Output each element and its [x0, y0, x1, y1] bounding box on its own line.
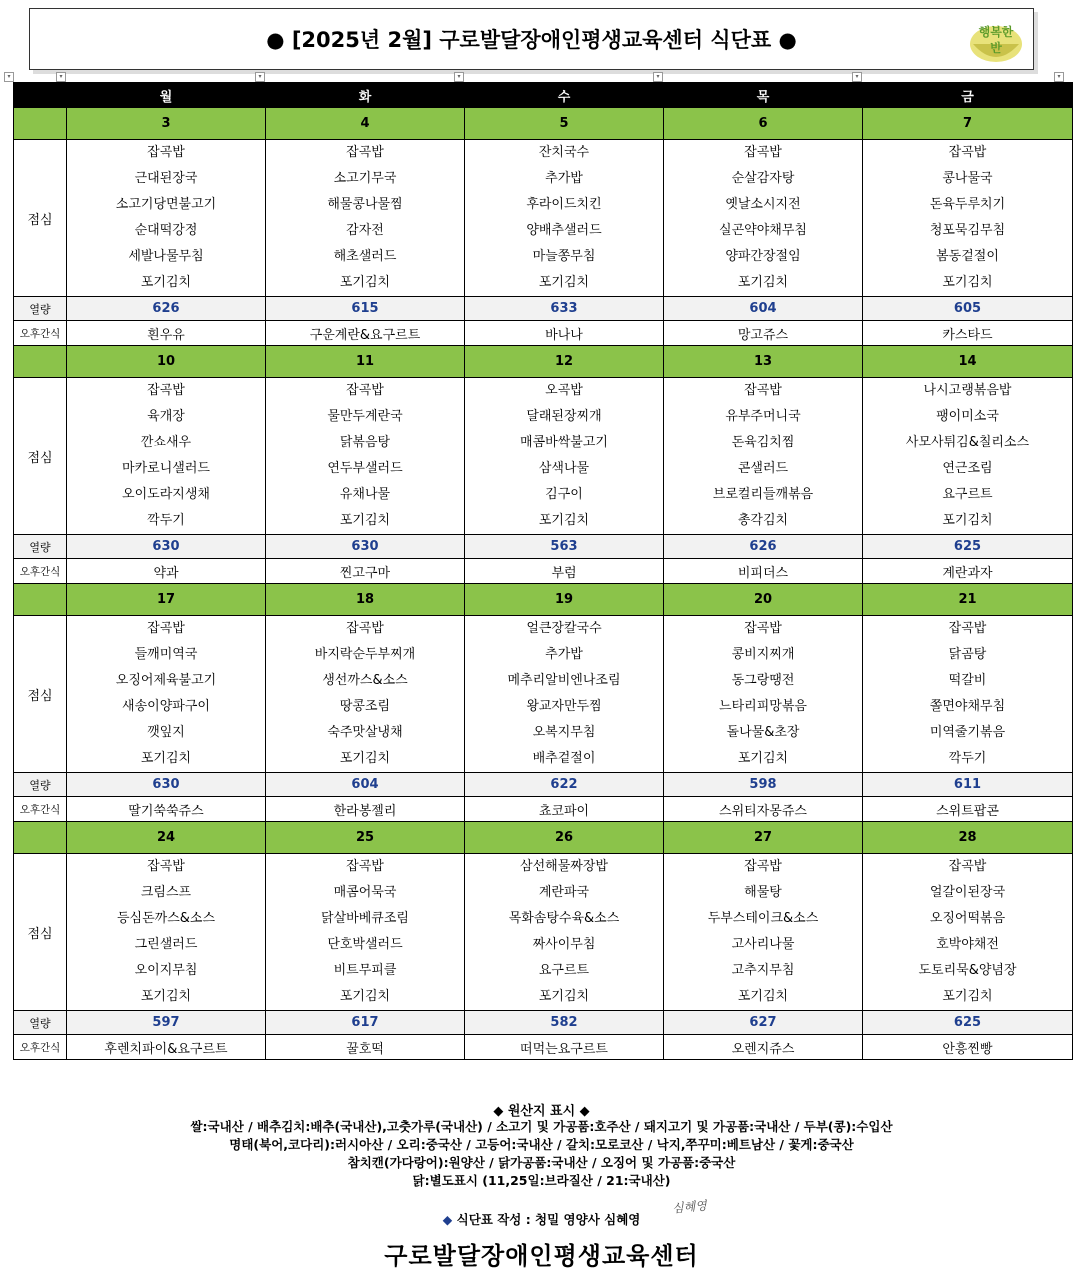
menu-item: 실곤약야채무침	[719, 223, 807, 238]
snack-cell: 오렌지쥬스	[664, 1035, 863, 1060]
date-cell: 6	[664, 108, 863, 140]
calorie-cell: 605	[863, 297, 1073, 321]
snack-row	[14, 321, 1073, 346]
menu-item: 소고기무국	[333, 171, 397, 186]
date-cell: 11	[266, 346, 465, 378]
calorie-cell: 582	[465, 1011, 664, 1035]
menu-item: 포기김치	[339, 513, 391, 528]
date-cell: 24	[67, 822, 266, 854]
date-row	[14, 346, 1073, 378]
menu-item: 새송이양파구이	[122, 699, 210, 714]
menu-item: 포기김치	[339, 989, 391, 1004]
menu-item: 생선까스&소스	[322, 673, 408, 688]
calorie-cell: 630	[266, 535, 465, 559]
menu-item: 달래된장찌개	[526, 409, 602, 424]
menu-item: 유부주머니국	[725, 409, 801, 424]
snack-label: 오후간식	[14, 559, 67, 584]
menu-item: 잡곡밥	[346, 145, 384, 160]
menu-item: 포기김치	[737, 751, 789, 766]
menu-item: 잡곡밥	[948, 621, 987, 636]
menu-item: 잡곡밥	[147, 383, 185, 398]
menu-item: 포기김치	[339, 275, 391, 290]
menu-item: 육개장	[147, 409, 185, 424]
calorie-row	[14, 535, 1073, 559]
lunch-label: 점심	[14, 616, 67, 773]
snack-cell: 쵸코파이	[465, 797, 664, 822]
menu-item: 해초샐러드	[333, 249, 397, 264]
calorie-cell: 633	[465, 297, 664, 321]
snack-cell: 부럼	[465, 559, 664, 584]
menu-item: 닭볶음탕	[339, 435, 391, 450]
menu-item: 추가밥	[545, 171, 583, 186]
lunch-cell	[664, 140, 863, 297]
calorie-cell: 622	[465, 773, 664, 797]
menu-item: 등심돈까스&소스	[116, 911, 216, 926]
corner-cell	[14, 83, 67, 108]
menu-item: 포기김치	[538, 513, 590, 528]
menu-item: 오이지무침	[134, 963, 198, 978]
menu-item: 돌나물&초장	[726, 725, 800, 740]
calorie-cell: 598	[664, 773, 863, 797]
snack-cell: 구운계란&요구르트	[266, 321, 465, 346]
menu-item: 잡곡밥	[744, 145, 782, 160]
menu-item: 떡갈비	[948, 673, 987, 688]
menu-item: 호박야채전	[936, 937, 999, 952]
calorie-cell: 627	[664, 1011, 863, 1035]
menu-item: 그린샐러드	[134, 937, 198, 952]
filter-marker[interactable]: ▾	[454, 72, 464, 82]
menu-item: 잔치국수	[538, 145, 590, 160]
menu-item: 해물콩나물찜	[327, 197, 403, 212]
author-text: 식단표 작성 : 청밀 영양사 심혜영	[456, 1212, 641, 1227]
menu-item: 요구르트	[942, 487, 993, 502]
menu-item: 깍두기	[948, 751, 987, 766]
lunch-cell	[67, 854, 266, 1011]
lunch-cell	[664, 616, 863, 773]
menu-item: 얼큰장칼국수	[526, 621, 602, 636]
lunch-row	[14, 616, 1073, 773]
menu-item: 잡곡밥	[744, 383, 782, 398]
lunch-cell	[67, 378, 266, 535]
snack-cell: 후렌치파이&요구르트	[67, 1035, 266, 1060]
calorie-cell: 597	[67, 1011, 266, 1035]
origin-line: 명태(북어,코다리):러시아산 / 오리:중국산 / 고등어:국내산 / 갈치:모로코산 / 낙지,쭈꾸미:베트남산 / 꽃게:중국산	[229, 1137, 854, 1152]
snack-cell: 약과	[67, 559, 266, 584]
svg-text:행복한: 행복한	[978, 25, 1014, 39]
menu-item: 포기김치	[737, 989, 789, 1004]
origin-lines	[0, 1118, 1083, 1190]
calorie-label: 열량	[14, 1011, 67, 1035]
lunch-cell	[664, 378, 863, 535]
diamond-icon: ◆	[442, 1212, 453, 1227]
menu-item: 포기김치	[737, 275, 789, 290]
lunch-cell	[465, 140, 664, 297]
author-line	[0, 1210, 1083, 1228]
center-name: 구로발달장애인평생교육센터	[384, 1242, 699, 1270]
menu-item: 김구이	[545, 487, 583, 502]
date-cell: 18	[266, 584, 465, 616]
menu-item: 포기김치	[942, 275, 993, 290]
date-cell: 13	[664, 346, 863, 378]
lunch-row	[14, 854, 1073, 1011]
menu-item: 봄동겉절이	[936, 249, 999, 264]
calorie-cell: 625	[863, 535, 1073, 559]
menu-item: 돈육김치찜	[731, 435, 795, 450]
menu-item: 소고기당면불고기	[115, 197, 217, 212]
lunch-cell	[863, 378, 1073, 535]
date-cell: 12	[465, 346, 664, 378]
date-row-label	[14, 584, 67, 616]
calorie-cell: 630	[67, 773, 266, 797]
lunch-cell	[266, 616, 465, 773]
menu-item: 미역줄기볶음	[929, 725, 1006, 740]
menu-item: 연두부샐러드	[327, 461, 403, 476]
origin-line: 쌀:국내산 / 배추김치:배추(국내산),고춧가루(국내산) / 소고기 및 가공품:호주산 / 돼지고기 및 가공품:국내산 / 두부(콩):수입산	[190, 1119, 893, 1134]
filter-marker[interactable]: ▾	[852, 72, 862, 82]
menu-item: 잡곡밥	[346, 383, 384, 398]
snack-row	[14, 559, 1073, 584]
date-row	[14, 584, 1073, 616]
menu-item: 포기김치	[942, 989, 993, 1004]
menu-item: 깻잎지	[147, 725, 185, 740]
menu-item: 요구르트	[538, 963, 590, 978]
menu-item: 배추겉절이	[532, 751, 596, 766]
origin-line: 닭:별도표시 (11,25일:브라질산 / 21:국내산)	[412, 1173, 671, 1188]
snack-cell: 바나나	[465, 321, 664, 346]
lunch-cell	[465, 378, 664, 535]
menu-item: 해물탕	[744, 885, 782, 900]
date-cell: 25	[266, 822, 465, 854]
menu-item: 순대떡강정	[134, 223, 198, 238]
menu-item: 잡곡밥	[147, 145, 185, 160]
menu-item: 잡곡밥	[147, 859, 185, 874]
weekday-header-row	[14, 83, 1073, 108]
calorie-row	[14, 773, 1073, 797]
date-row	[14, 108, 1073, 140]
lunch-cell	[465, 854, 664, 1011]
menu-item: 닭곰탕	[948, 647, 987, 662]
menu-item: 들깨미역국	[134, 647, 198, 662]
menu-item: 콘샐러드	[737, 461, 789, 476]
menu-item: 청포묵김무침	[929, 223, 1006, 238]
menu-item: 포기김치	[942, 513, 993, 528]
menu-item: 잡곡밥	[147, 621, 185, 636]
menu-item: 오곡밥	[545, 383, 583, 398]
menu-item: 비트무피클	[333, 963, 397, 978]
menu-item: 매콤어묵국	[333, 885, 397, 900]
filter-marker[interactable]: ▾	[4, 72, 14, 82]
menu-item: 쫄면야채무침	[929, 699, 1006, 714]
menu-item: 추가밥	[545, 647, 583, 662]
calorie-label: 열량	[14, 535, 67, 559]
date-cell: 21	[863, 584, 1073, 616]
date-cell: 28	[863, 822, 1073, 854]
filter-marker[interactable]: ▾	[56, 72, 66, 82]
lunch-cell	[664, 854, 863, 1011]
snack-cell: 망고쥬스	[664, 321, 863, 346]
menu-item: 물만두계란국	[327, 409, 403, 424]
menu-item: 돈육두루치기	[929, 197, 1006, 212]
lunch-row	[14, 378, 1073, 535]
calorie-row	[14, 297, 1073, 321]
snack-label: 오후간식	[14, 321, 67, 346]
date-cell: 27	[664, 822, 863, 854]
weekday-cell: 목	[664, 83, 863, 108]
calorie-cell: 604	[266, 773, 465, 797]
origin-line: 참치캔(가다랑어):원양산 / 닭가공품:국내산 / 오징어 및 가공품:중국산	[347, 1155, 736, 1170]
weekday-cell: 수	[465, 83, 664, 108]
date-row-label	[14, 346, 67, 378]
calorie-label: 열량	[14, 297, 67, 321]
date-row-label	[14, 108, 67, 140]
lunch-cell	[266, 854, 465, 1011]
calorie-row	[14, 1011, 1073, 1035]
menu-item: 두부스테이크&소스	[707, 911, 819, 926]
page-title: ● [2025년 2월] 구로발달장애인평생교육센터 식단표 ●	[266, 28, 797, 52]
menu-item: 총각김치	[737, 513, 789, 528]
menu-item: 콩비지찌개	[731, 647, 795, 662]
snack-cell: 꿀호떡	[266, 1035, 465, 1060]
calorie-cell: 626	[664, 535, 863, 559]
menu-item: 단호박샐러드	[327, 937, 403, 952]
menu-item: 순살감자탕	[731, 171, 795, 186]
snack-cell: 한라봉젤리	[266, 797, 465, 822]
date-cell: 4	[266, 108, 465, 140]
menu-item: 팽이미소국	[936, 409, 999, 424]
menu-item: 양파간장절임	[725, 249, 801, 264]
menu-item: 깍두기	[147, 513, 185, 528]
calorie-cell: 615	[266, 297, 465, 321]
meal-table	[13, 82, 1073, 1060]
menu-item: 매콤바싹불고기	[520, 435, 608, 450]
menu-item: 깐쇼새우	[140, 435, 192, 450]
snack-label: 오후간식	[14, 1035, 67, 1060]
menu-item: 왕교자만두찜	[526, 699, 602, 714]
snack-cell: 스위트팝콘	[863, 797, 1073, 822]
snack-cell: 비피더스	[664, 559, 863, 584]
weekday-cell: 금	[863, 83, 1073, 108]
menu-item: 계란파국	[538, 885, 590, 900]
snack-cell: 계란과자	[863, 559, 1073, 584]
menu-item: 마늘쫑무침	[532, 249, 596, 264]
menu-item: 목화솜탕수육&소스	[508, 911, 620, 926]
menu-item: 브로컬리들깨볶음	[712, 487, 814, 502]
menu-item: 세발나물무침	[128, 249, 204, 264]
calorie-cell: 626	[67, 297, 266, 321]
lunch-cell	[67, 140, 266, 297]
menu-item: 닭살바베큐조림	[321, 911, 409, 926]
calorie-label: 열량	[14, 773, 67, 797]
menu-item: 잡곡밥	[346, 859, 384, 874]
menu-item: 포기김치	[538, 275, 590, 290]
menu-item: 포기김치	[140, 275, 192, 290]
snack-cell: 흰우유	[67, 321, 266, 346]
svg-text:반: 반	[990, 41, 1002, 55]
menu-item: 오징어제육불고기	[115, 673, 217, 688]
lunch-label: 점심	[14, 378, 67, 535]
lunch-cell	[266, 140, 465, 297]
snack-cell: 안흥찐빵	[863, 1035, 1073, 1060]
lunch-cell	[266, 378, 465, 535]
menu-item: 양배추샐러드	[526, 223, 602, 238]
calorie-cell: 625	[863, 1011, 1073, 1035]
snack-row	[14, 1035, 1073, 1060]
filter-marker[interactable]: ▾	[653, 72, 663, 82]
calorie-cell: 617	[266, 1011, 465, 1035]
lunch-row	[14, 140, 1073, 297]
menu-item: 크림스프	[140, 885, 192, 900]
menu-item: 포기김치	[339, 751, 391, 766]
menu-item: 오징어떡볶음	[929, 911, 1006, 926]
weekday-cell: 월	[67, 83, 266, 108]
date-cell: 5	[465, 108, 664, 140]
title-box	[29, 8, 1034, 70]
date-cell: 26	[465, 822, 664, 854]
menu-item: 얼갈이된장국	[929, 885, 1006, 900]
snack-cell: 스위티자몽쥬스	[664, 797, 863, 822]
date-cell: 7	[863, 108, 1073, 140]
calorie-cell: 611	[863, 773, 1073, 797]
menu-item: 콩나물국	[942, 171, 993, 186]
menu-item: 잡곡밥	[744, 621, 782, 636]
menu-item: 감자전	[346, 223, 384, 238]
lunch-cell	[863, 616, 1073, 773]
date-cell: 3	[67, 108, 266, 140]
lunch-cell	[863, 140, 1073, 297]
menu-item: 짜사이무침	[532, 937, 596, 952]
menu-item: 잡곡밥	[744, 859, 782, 874]
menu-item: 근대된장국	[134, 171, 198, 186]
snack-row	[14, 797, 1073, 822]
menu-item: 옛날소시지전	[725, 197, 801, 212]
menu-item: 오복지무침	[532, 725, 596, 740]
menu-item: 동그랑땡전	[731, 673, 795, 688]
menu-item: 잡곡밥	[346, 621, 384, 636]
menu-item: 고사리나물	[731, 937, 795, 952]
menu-item: 나시고랭볶음밥	[923, 383, 1012, 398]
menu-item: 오이도라지생채	[122, 487, 210, 502]
date-cell: 19	[465, 584, 664, 616]
lunch-label: 점심	[14, 854, 67, 1011]
menu-item: 바지락순두부찌개	[314, 647, 416, 662]
menu-item: 유채나물	[339, 487, 391, 502]
logo-icon	[965, 14, 1027, 64]
menu-item: 삼색나물	[538, 461, 590, 476]
origin-title: ◆ 원산지 표시 ◆	[493, 1104, 590, 1119]
menu-item: 후라이드치킨	[526, 197, 602, 212]
menu-item: 느타리피망볶음	[719, 699, 807, 714]
snack-label: 오후간식	[14, 797, 67, 822]
menu-item: 포기김치	[140, 751, 192, 766]
date-cell: 17	[67, 584, 266, 616]
snack-cell: 딸기쑥쑥쥬스	[67, 797, 266, 822]
date-row	[14, 822, 1073, 854]
lunch-cell	[863, 854, 1073, 1011]
menu-item: 메추리알비엔나조림	[507, 673, 621, 688]
menu-item: 사모사튀김&칠리소스	[905, 435, 1030, 450]
menu-item: 고추지무침	[731, 963, 795, 978]
menu-item: 연근조림	[942, 461, 993, 476]
lunch-cell	[465, 616, 664, 773]
filter-marks	[4, 72, 1066, 82]
snack-cell: 카스타드	[863, 321, 1073, 346]
menu-item: 삼선해물짜장밥	[520, 859, 608, 874]
weekday-cell: 화	[266, 83, 465, 108]
lunch-label: 점심	[14, 140, 67, 297]
filter-marker[interactable]: ▾	[255, 72, 265, 82]
calorie-cell: 563	[465, 535, 664, 559]
snack-cell: 떠먹는요구르트	[465, 1035, 664, 1060]
calorie-cell: 604	[664, 297, 863, 321]
menu-item: 마카로니샐러드	[122, 461, 210, 476]
date-cell: 14	[863, 346, 1073, 378]
filter-marker[interactable]: ▾	[1054, 72, 1064, 82]
menu-item: 잡곡밥	[948, 145, 987, 160]
menu-item: 잡곡밥	[948, 859, 987, 874]
menu-item: 도토리묵&양념장	[918, 963, 1017, 978]
menu-item: 포기김치	[140, 989, 192, 1004]
lunch-cell	[67, 616, 266, 773]
signature: 심혜영	[671, 1198, 708, 1216]
menu-item: 숙주맛살냉채	[327, 725, 403, 740]
snack-cell: 찐고구마	[266, 559, 465, 584]
calorie-cell: 630	[67, 535, 266, 559]
menu-item: 포기김치	[538, 989, 590, 1004]
date-row-label	[14, 822, 67, 854]
menu-item: 땅콩조림	[339, 699, 391, 714]
date-cell: 10	[67, 346, 266, 378]
date-cell: 20	[664, 584, 863, 616]
